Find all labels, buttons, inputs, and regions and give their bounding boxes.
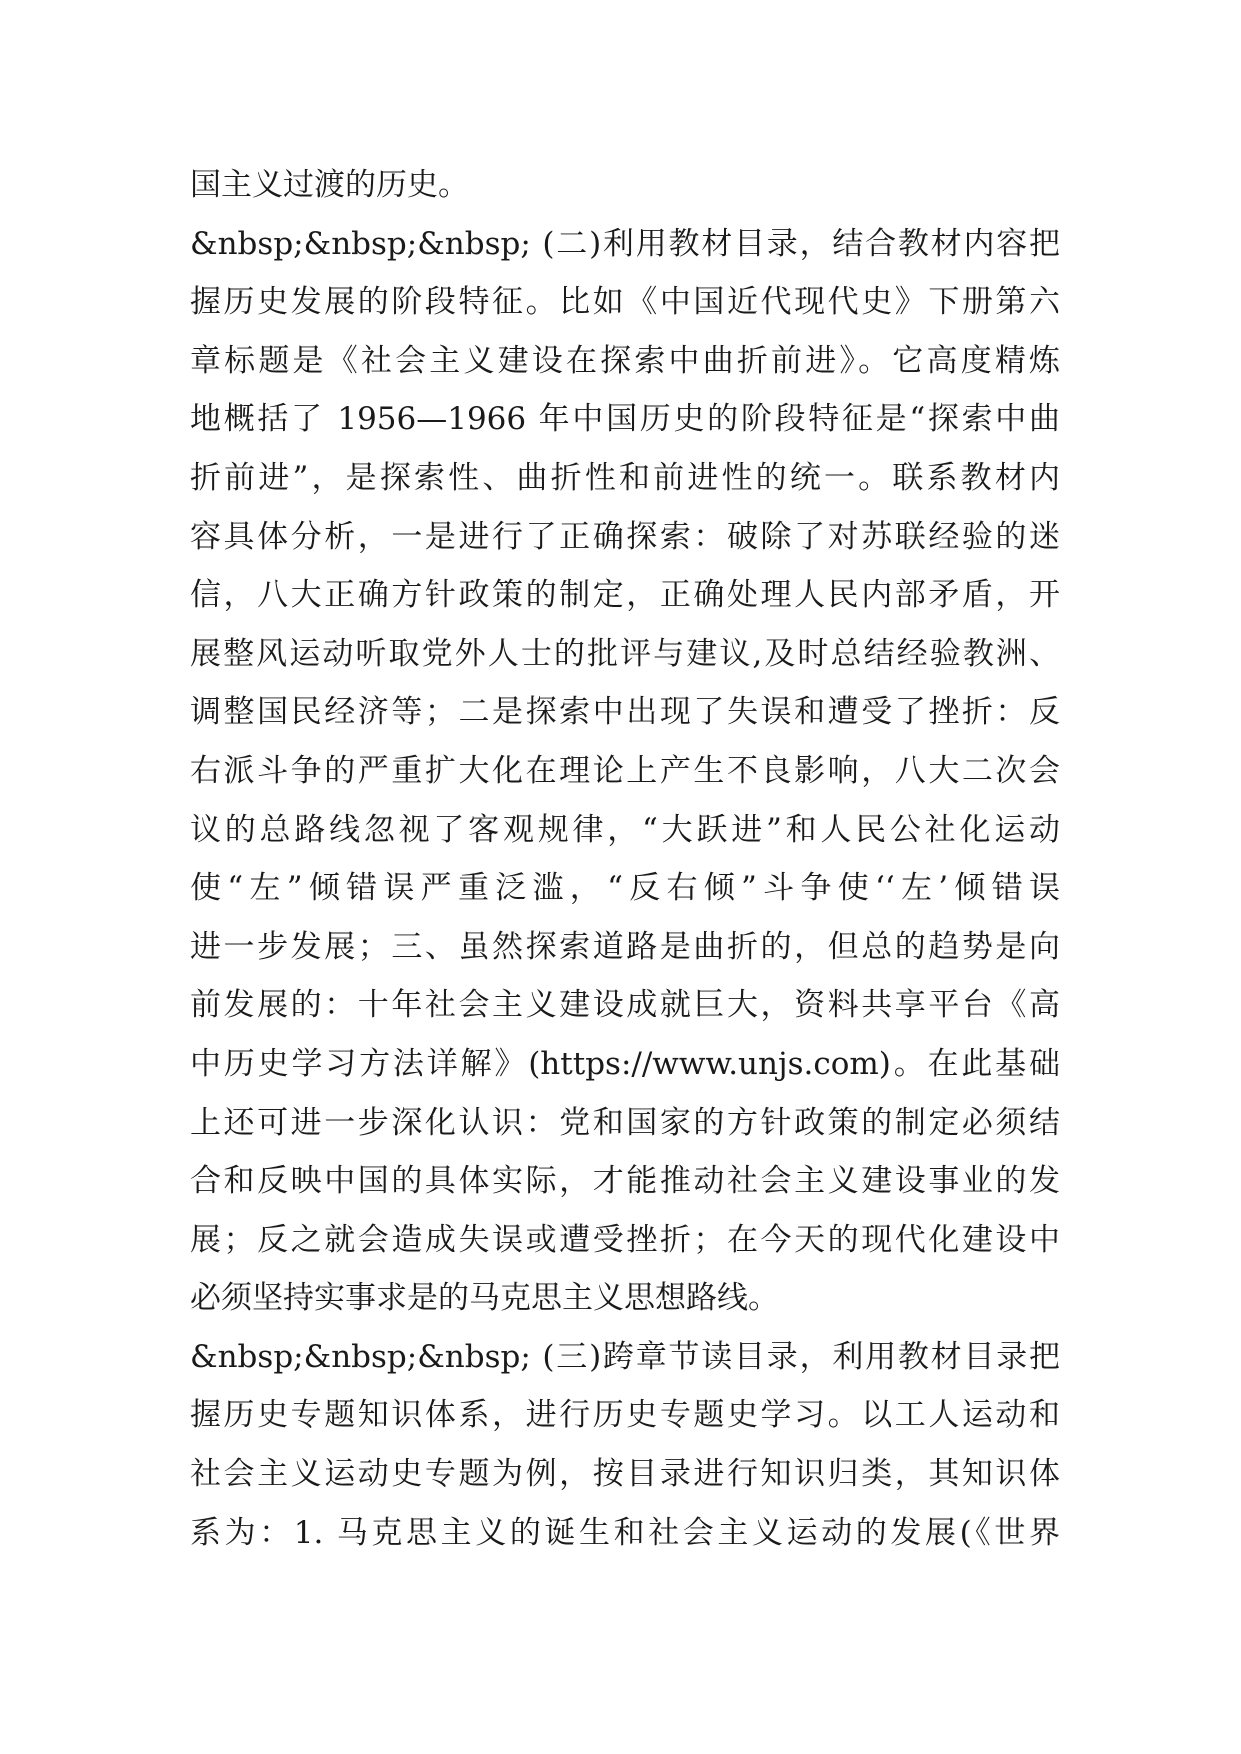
text-line: 系为：1. 马克思主义的诞生和社会主义运动的发展(《世界: [190, 1514, 1060, 1551]
text-line: 进一步发展；三、虽然探索道路是曲折的，但总的趋势是向: [190, 928, 1060, 965]
text-line: 展；反之就会造成失误或遭受挫折；在今天的现代化建设中: [190, 1221, 1060, 1258]
text-line: 使“左”倾错误严重泛滥，“反右倾”斗争使‘‘左’倾错误: [190, 870, 1060, 907]
text-line: 必须坚持实事求是的马克思主义思想路线。: [190, 1280, 779, 1317]
text-line: 展整风运动听取党外人士的批评与建议,及时总结经验教洲、: [190, 635, 1060, 672]
text-line: 议的总路线忽视了客观规律，“大跃进”和人民公社化运动: [190, 811, 1060, 848]
text-line: 信，八大正确方针政策的制定，正确处理人民内部矛盾，开: [190, 577, 1060, 614]
text-line: 调整国民经济等；二是探索中出现了失误和遭受了挫折：反: [190, 694, 1060, 731]
text-line: 前发展的：十年社会主义建设成就巨大，资料共享平台《高: [190, 987, 1060, 1024]
text-line: &nbsp;&nbsp;&nbsp; (二)利用教材目录，结合教材内容把: [190, 225, 1060, 262]
text-line: 右派斗争的严重扩大化在理论上产生不良影响，八大二次会: [190, 752, 1060, 789]
text-line: 中历史学习方法详解》(https://www.unjs.com)。在此基础: [190, 1045, 1060, 1082]
text-line: 握历史发展的阶段特征。比如《中国近代现代史》下册第六: [190, 284, 1060, 321]
text-line: 折前进”，是探索性、曲折性和前进性的统一。联系教材内: [190, 459, 1060, 496]
text-line: &nbsp;&nbsp;&nbsp; (三)跨章节读目录，利用教材目录把: [190, 1338, 1060, 1375]
text-line: 合和反映中国的具体实际，才能推动社会主义建设事业的发: [190, 1163, 1060, 1200]
text-line: 国主义过渡的历史。: [190, 167, 469, 203]
body-text: [190, 156, 1060, 1562]
text-line: 章标题是《社会主义建设在探索中曲折前进》。它高度精炼: [190, 342, 1060, 379]
text-line: 容具体分析，一是进行了正确探索：破除了对苏联经验的迷: [190, 518, 1060, 555]
text-line: 握历史专题知识体系，进行历史专题史学习。以工人运动和: [190, 1397, 1060, 1434]
text-line: 地概括了 1956—1966 年中国历史的阶段特征是“探索中曲: [190, 401, 1060, 438]
text-line: 社会主义运动史专题为例，按目录进行知识归类，其知识体: [190, 1456, 1060, 1493]
text-line: 上还可进一步深化认识：党和国家的方针政策的制定必须结: [190, 1104, 1060, 1141]
